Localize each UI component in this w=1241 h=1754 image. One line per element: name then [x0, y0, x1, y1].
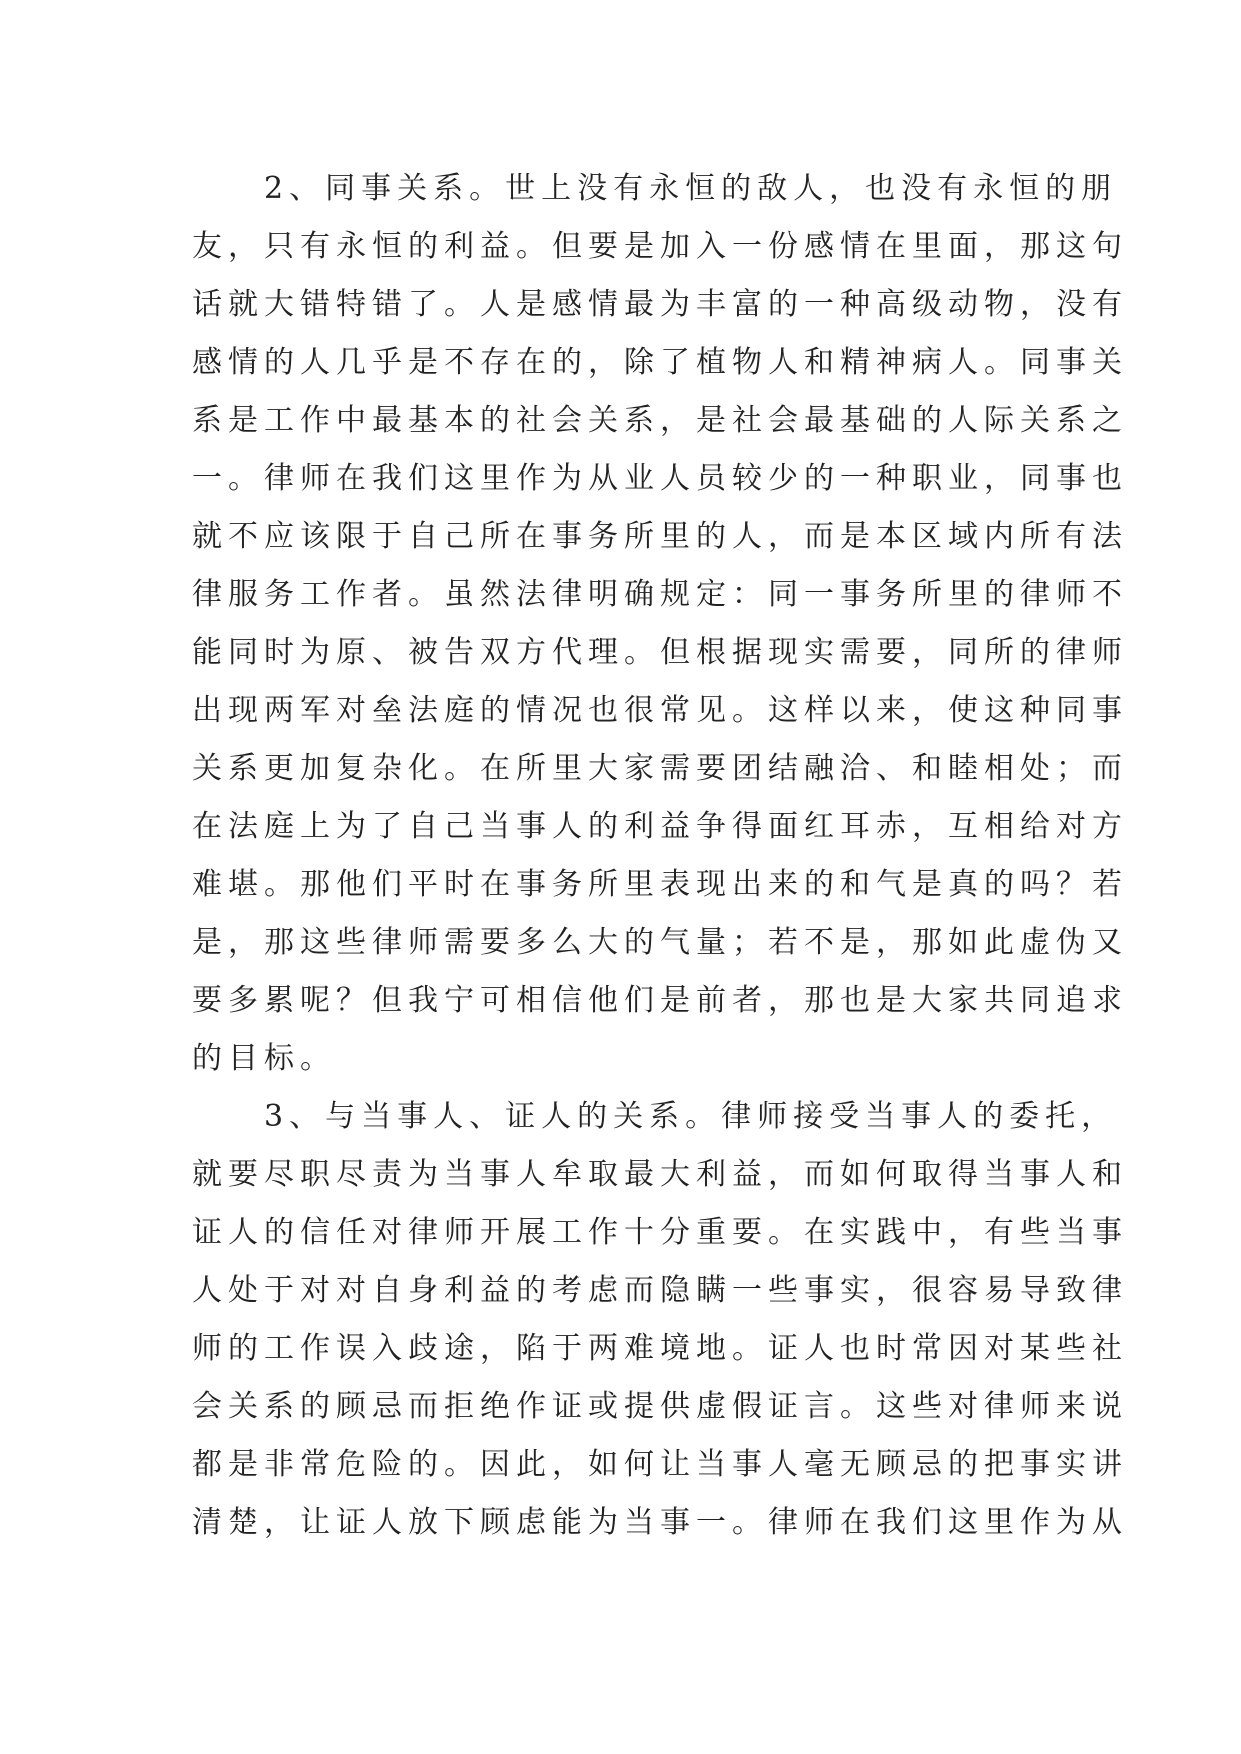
text-line: 律服务工作者。虽然法律明确规定：同一事务所里的律师不: [192, 577, 1128, 612]
text-line: 的目标。: [192, 1041, 336, 1076]
text-line: 出现两军对垒法庭的情况也很常见。这样以来，使这种同事: [192, 693, 1128, 728]
text-line: 关系更加复杂化。在所里大家需要团结融洽、和睦相处；而: [192, 751, 1128, 786]
text-line: 能同时为原、被告双方代理。但根据现实需要，同所的律师: [192, 635, 1128, 670]
text-line: 就要尽职尽责为当事人牟取最大利益，而如何取得当事人和: [192, 1157, 1128, 1192]
text-line: 证人的信任对律师开展工作十分重要。在实践中，有些当事: [192, 1215, 1128, 1250]
text-line: 一。律师在我们这里作为从业人员较少的一种职业，同事也: [192, 461, 1128, 496]
text-line: 系是工作中最基本的社会关系，是社会最基础的人际关系之: [192, 403, 1128, 438]
text-line: 难堪。那他们平时在事务所里表现出来的和气是真的吗？若: [192, 867, 1128, 902]
text-line: 是，那这些律师需要多么大的气量；若不是，那如此虚伪又: [192, 925, 1128, 960]
text-line: 清楚，让证人放下顾虑能为当事一。律师在我们这里作为从: [192, 1505, 1128, 1540]
paragraph-client-witness-relations: [192, 1088, 1128, 1552]
text-line: 话就大错特错了。人是感情最为丰富的一种高级动物，没有: [192, 287, 1128, 322]
text-line: 人处于对对自身利益的考虑而隐瞒一些事实，很容易导致律: [192, 1273, 1128, 1308]
text-line: 3、与当事人、证人的关系。律师接受当事人的委托，: [192, 1099, 1118, 1134]
document-body: [192, 160, 1128, 1552]
text-line: 友，只有永恒的利益。但要是加入一份感情在里面，那这句: [192, 229, 1128, 264]
text-line: 在法庭上为了自己当事人的利益争得面红耳赤，互相给对方: [192, 809, 1128, 844]
text-line: 2、同事关系。世上没有永恒的敌人，也没有永恒的朋: [192, 171, 1118, 206]
text-line: 要多累呢？但我宁可相信他们是前者，那也是大家共同追求: [192, 983, 1128, 1018]
text-line: 都是非常危险的。因此，如何让当事人毫无顾忌的把事实讲: [192, 1447, 1128, 1482]
text-line: 感情的人几乎是不存在的，除了植物人和精神病人。同事关: [192, 345, 1128, 380]
text-line: 会关系的顾忌而拒绝作证或提供虚假证言。这些对律师来说: [192, 1389, 1128, 1424]
text-line: 就不应该限于自己所在事务所里的人，而是本区域内所有法: [192, 519, 1128, 554]
paragraph-colleague-relations: [192, 160, 1128, 1088]
text-line: 师的工作误入歧途，陷于两难境地。证人也时常因对某些社: [192, 1331, 1128, 1366]
